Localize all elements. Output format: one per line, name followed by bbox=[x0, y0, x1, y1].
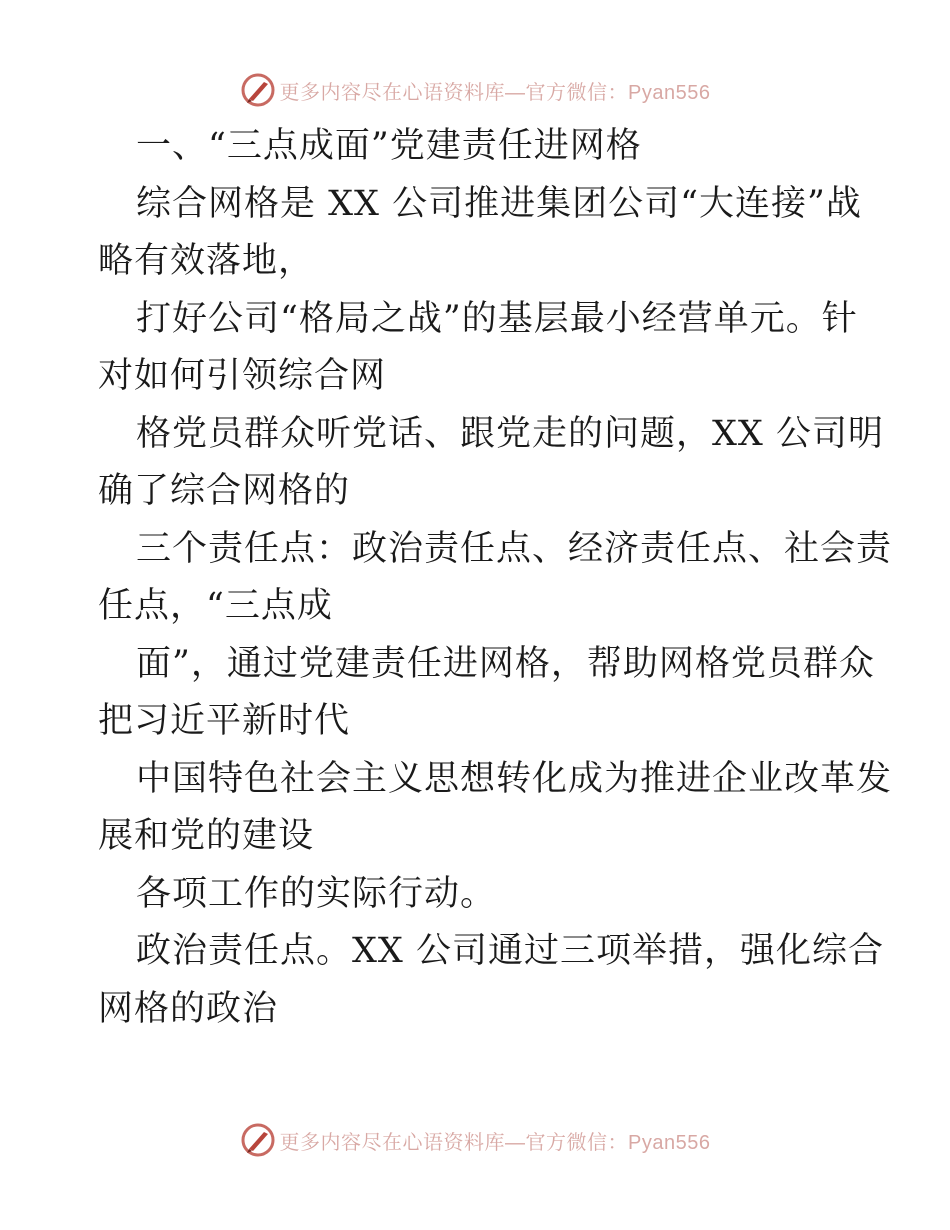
pen-feather-logo-icon bbox=[240, 1122, 276, 1158]
paragraph-line: 略有效落地， bbox=[98, 241, 315, 281]
paragraph-line: 确了综合网格的 bbox=[98, 471, 351, 511]
document-body bbox=[98, 118, 893, 1038]
footer-watermark-banner bbox=[0, 1120, 950, 1160]
header-watermark-banner bbox=[0, 70, 950, 110]
paragraph-line: 三个责任点：政治责任点、经济责任点、社会责 bbox=[136, 528, 893, 569]
paragraph-line: 综合网格是 XX 公司推进集团公司“大连接”战 bbox=[136, 183, 862, 224]
pen-feather-logo-icon bbox=[240, 72, 276, 108]
paragraph-line: 展和党的建设 bbox=[98, 816, 315, 856]
paragraph-line: 对如何引领综合网 bbox=[98, 356, 387, 396]
paragraph-line: 各项工作的实际行动。 bbox=[136, 873, 497, 914]
paragraph-line: 中国特色社会主义思想转化成为推进企业改革发 bbox=[136, 758, 893, 799]
heading-line: 一、“三点成面”党建责任进网格 bbox=[136, 126, 642, 166]
paragraph-line: 把习近平新时代 bbox=[98, 701, 351, 741]
watermark-text: 更多内容尽在心语资料库—官方微信：Pyan556 bbox=[279, 81, 711, 104]
paragraph-line: 政治责任点。XX 公司通过三项举措，强化综合 bbox=[136, 931, 884, 971]
paragraph-line: 任点，“三点成 bbox=[98, 586, 333, 626]
watermark-text: 更多内容尽在心语资料库—官方微信：Pyan556 bbox=[279, 1131, 711, 1154]
paragraph-line: 网格的政治 bbox=[98, 988, 279, 1029]
paragraph-line: 打好公司“格局之战”的基层最小经营单元。针 bbox=[136, 298, 858, 339]
paragraph-line: 格党员群众听党话、跟党走的问题，XX 公司明 bbox=[136, 413, 884, 454]
paragraph-line: 面”，通过党建责任进网格，帮助网格党员群众 bbox=[136, 643, 875, 684]
